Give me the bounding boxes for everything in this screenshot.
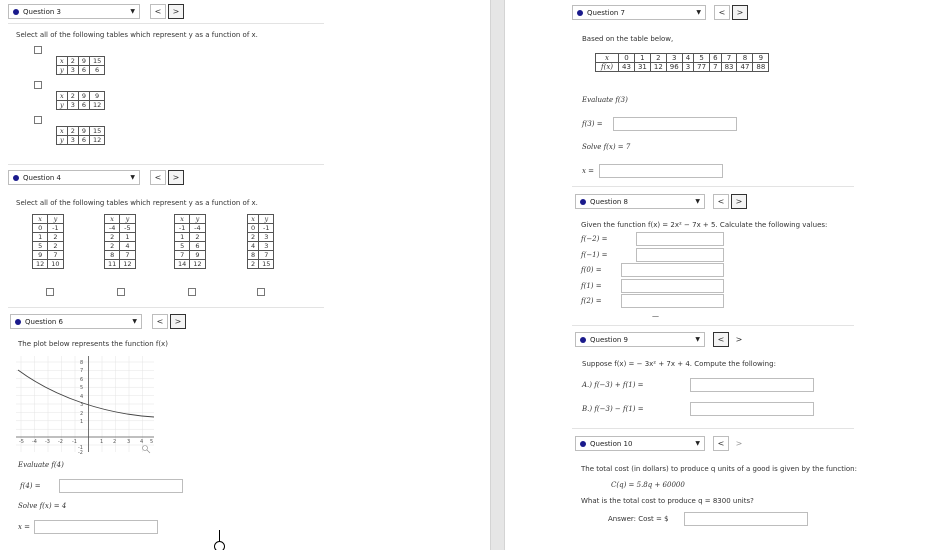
q8-row-label: f(0) = (581, 266, 602, 274)
q8-row-label: f(1) = (581, 282, 602, 290)
q9-header (575, 332, 747, 347)
svg-text:7: 7 (80, 368, 84, 374)
svg-text:1: 1 (100, 439, 104, 445)
svg-text:3: 3 (80, 402, 84, 408)
q4-checkbox-3[interactable] (188, 288, 196, 296)
q3-prev-button[interactable]: < (150, 4, 166, 19)
svg-text:8: 8 (80, 360, 84, 366)
q8-row-label: f(2) = (581, 297, 602, 305)
q7-f3-input[interactable] (613, 117, 737, 131)
q3-table-1: x 2 9 15 y 3 6 6 (56, 56, 105, 75)
q8-select-label: Question 8 (590, 197, 628, 206)
q4-prev-button[interactable]: < (150, 170, 166, 185)
q4-table-2: x y -4 -5 2 1 2 4 8 7 11 12 (104, 214, 136, 269)
q8-prompt: Given the function f(x) = 2x² − 7x + 5. Calculate the following values: (581, 221, 828, 229)
q3-select-label: Question 3 (23, 7, 61, 16)
q7-x-label: x = (582, 167, 595, 175)
q8-input-1[interactable] (636, 232, 724, 246)
q7-solve: Solve f(x) = 7 (582, 143, 631, 151)
q6-solve: Solve f(x) = 4 (18, 502, 67, 510)
q3-table-2: x 2 9 9 y 3 6 12 (56, 91, 105, 110)
question-dot-icon (580, 199, 586, 205)
chevron-down-icon: ▼ (130, 8, 135, 15)
q4-prompt: Select all of the following tables which represent y as a function of x. (16, 199, 258, 207)
q7-evaluate: Evaluate f(3) (582, 96, 628, 104)
chevron-down-icon: ▼ (130, 174, 135, 181)
q6-select-label: Question 6 (25, 317, 63, 326)
svg-text:-3: -3 (45, 439, 50, 445)
svg-text:3: 3 (127, 439, 131, 445)
q3-select[interactable] (8, 4, 140, 19)
q8-input-2[interactable] (636, 248, 724, 262)
q8-input-3[interactable] (621, 263, 724, 277)
q6-header (10, 314, 186, 329)
q9-prev-button[interactable]: < (713, 332, 729, 347)
q4-checkbox-1[interactable] (46, 288, 54, 296)
separator (572, 186, 854, 187)
chevron-down-icon: ▼ (696, 9, 701, 16)
q4-next-button[interactable]: > (168, 170, 184, 185)
svg-text:5: 5 (150, 439, 154, 445)
q3-checkbox-2[interactable] (34, 81, 42, 89)
svg-text:-1: -1 (72, 439, 77, 445)
q8-input-4[interactable] (621, 279, 724, 293)
question-dot-icon (15, 319, 21, 325)
q9-b-label: B.) f(−3) − f(1) = (582, 405, 644, 413)
q9-next-button[interactable]: > (731, 332, 747, 347)
chevron-down-icon: ▼ (695, 336, 700, 343)
svg-text:-5: -5 (19, 439, 24, 445)
svg-text:5: 5 (80, 385, 84, 391)
chevron-down-icon: ▼ (695, 198, 700, 205)
chevron-down-icon: ▼ (132, 318, 137, 325)
q7-select-label: Question 7 (587, 8, 625, 17)
q6-x-label: x = (18, 523, 31, 531)
svg-text:2: 2 (80, 411, 84, 417)
separator (572, 428, 854, 429)
question-dot-icon (580, 441, 586, 447)
magnify-icon (143, 446, 151, 454)
q9-b-input[interactable] (690, 402, 814, 416)
svg-text:2: 2 (113, 439, 117, 445)
q9-select-label: Question 9 (590, 335, 628, 344)
q8-input-5[interactable] (621, 294, 724, 308)
q3-checkbox-3[interactable] (34, 116, 42, 124)
pane-divider[interactable] (490, 0, 505, 550)
svg-text:-2: -2 (58, 439, 63, 445)
q4-checkbox-2[interactable] (117, 288, 125, 296)
q7-prev-button[interactable]: < (714, 5, 730, 20)
question-dot-icon (577, 10, 583, 16)
q7-next-button[interactable]: > (732, 5, 748, 20)
q4-table-1: x y 0 -1 1 2 5 2 9 7 12 10 (32, 214, 64, 269)
q10-answer-input[interactable] (684, 512, 808, 526)
q8-row-label: f(−2) = (581, 235, 608, 243)
q9-prompt: Suppose f(x) = − 3x² + 7x + 4. Compute the following: (582, 360, 776, 368)
q10-formula: C(q) = 5.8q + 60000 (611, 481, 685, 489)
q8-select[interactable] (575, 194, 705, 209)
q8-prev-button[interactable]: < (713, 194, 729, 209)
q7-prompt: Based on the table below, (582, 35, 674, 43)
separator (8, 164, 324, 165)
q3-checkbox-1[interactable] (34, 46, 42, 54)
question-dot-icon (580, 337, 586, 343)
q9-a-label: A.) f(−3) + f(1) = (582, 381, 644, 389)
q4-table-4: x y 0 -1 2 3 4 3 8 7 2 15 (247, 214, 274, 269)
svg-text:6: 6 (80, 377, 84, 383)
q4-select[interactable] (8, 170, 140, 185)
q8-header (575, 194, 747, 209)
q8-next-button[interactable]: > (731, 194, 747, 209)
q9-select[interactable] (575, 332, 705, 347)
q6-prompt: The plot below represents the function f(x) (18, 340, 168, 348)
svg-text:4: 4 (140, 439, 144, 445)
q10-header (575, 436, 747, 451)
q7-select[interactable] (572, 5, 706, 20)
q8-dash: — (652, 312, 659, 320)
q10-next-button[interactable]: > (731, 436, 747, 451)
q6-function-plot (16, 356, 156, 456)
cursor-ring-icon (214, 541, 225, 550)
q9-a-input[interactable] (690, 378, 814, 392)
q10-question: What is the total cost to produce q = 8300 units? (581, 497, 754, 505)
q6-next-button[interactable]: > (170, 314, 186, 329)
q10-prev-button[interactable]: < (713, 436, 729, 451)
q6-x-input[interactable] (34, 520, 158, 534)
q4-checkbox-4[interactable] (257, 288, 265, 296)
q10-answer-label: Answer: Cost = $ (608, 515, 669, 523)
q4-select-label: Question 4 (23, 173, 61, 182)
q7-x-input[interactable] (599, 164, 723, 178)
q3-prompt: Select all of the following tables which represent y as a function of x. (16, 31, 258, 39)
svg-text:-2: -2 (78, 450, 83, 456)
q3-table-3: x 2 9 15 y 3 6 12 (56, 126, 105, 145)
q7-header (572, 5, 748, 20)
separator (8, 23, 324, 24)
q8-row-label: f(−1) = (581, 251, 608, 259)
q3-next-button[interactable]: > (168, 4, 184, 19)
q7-f-label: f(3) = (582, 120, 603, 128)
q6-f-label: f(4) = (20, 482, 41, 490)
svg-text:1: 1 (80, 419, 84, 425)
q10-prompt: The total cost (in dollars) to produce q units of a good is given by the function: (581, 465, 857, 473)
q10-select-label: Question 10 (590, 439, 633, 448)
q6-prev-button[interactable]: < (152, 314, 168, 329)
function-curve (18, 370, 154, 417)
separator (8, 307, 324, 308)
question-dot-icon (13, 175, 19, 181)
q6-f4-input[interactable] (59, 479, 183, 493)
q10-select[interactable] (575, 436, 705, 451)
svg-text:-1: -1 (78, 445, 83, 451)
separator (572, 325, 854, 326)
question-dot-icon (13, 9, 19, 15)
q3-header (8, 4, 184, 19)
q4-table-3: x y -1 -4 1 2 5 6 7 9 14 12 (174, 214, 206, 269)
svg-text:4: 4 (80, 394, 84, 400)
chevron-down-icon: ▼ (695, 440, 700, 447)
q7-table: x 0 1 2 3 4 5 6 7 8 9 f(x) 43 31 12 96 3 77 7 83 47 88 (595, 53, 769, 72)
q6-evaluate: Evaluate f(4) (18, 461, 64, 469)
svg-text:-4: -4 (32, 439, 37, 445)
q4-header (8, 170, 184, 185)
q6-select[interactable] (10, 314, 142, 329)
